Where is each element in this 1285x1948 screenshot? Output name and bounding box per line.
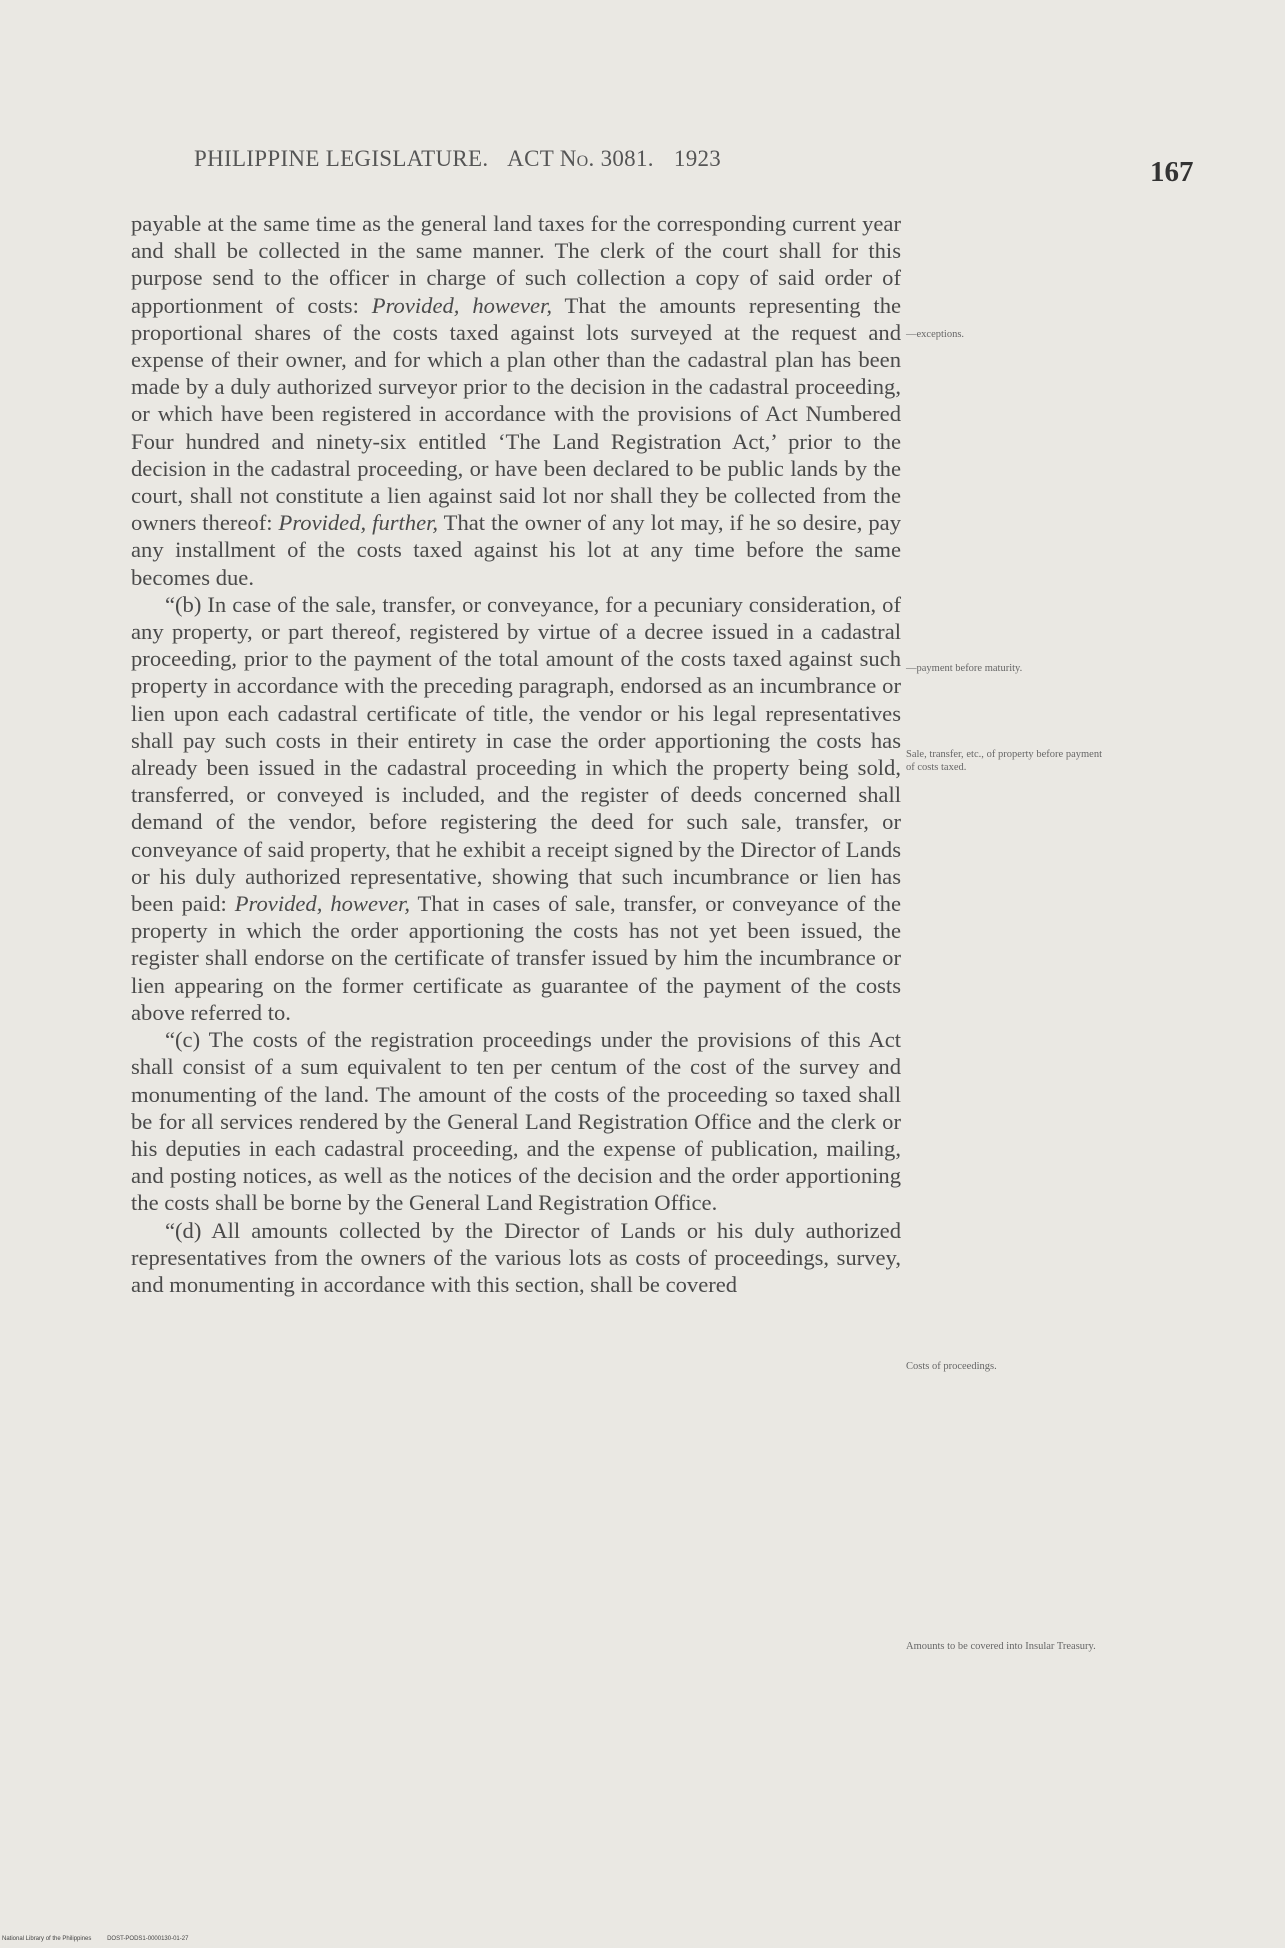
margin-note-amounts-covered: Amounts to be covered into Insular Treasury.	[906, 1641, 1096, 1652]
text-run: That the amounts representing the proportional shares of the costs taxed against lots surveyed at the request and expense of their owner, and for which a plan other than the cadastral plan has been made by a duly authorized surveyor prior to the decision in the cadastral proceeding, or which have been registered in accordance with the provisions of Act Numbered Four hundred and ninety-six entitled ‘The Land Registration Act,’ prior to the decision in the cadastral proceeding, or have been declared to be public lands by the court, shall not constitute a lien against said lot nor shall they be collected from the owners thereof:	[131, 292, 902, 536]
clause-label: “(b)	[165, 591, 202, 617]
margin-note-sale-transfer: Sale, transfer, etc., of property before payment of costs taxed.	[906, 749, 1102, 773]
margin-note-exceptions: —exceptions.	[906, 329, 965, 340]
page-number: 167	[1150, 156, 1194, 188]
running-head	[194, 146, 735, 172]
body-text	[131, 210, 901, 1298]
text-run: payable at the same time as the general land taxes for the corresponding current year and shall be collected in the same manner. The clerk of the court shall for this purpose send to the officer in charge of such collection a copy of said order of apportionment of costs:	[131, 211, 901, 318]
paragraph-a-continued	[131, 210, 901, 591]
margin-note-payment-before-maturity: —payment before maturity.	[906, 663, 1023, 674]
clause-label: “(c)	[165, 1027, 201, 1053]
text-run: That in cases of sale, transfer, or conveyance of the property in which the order apportioning the costs has not yet been issued, the register shall endorse on the certificate of transfer issued by him the incumbrance or lien appearing on the former certificate as guarantee of the payment of the costs above referred to.	[131, 891, 901, 1025]
proviso-italic: Provided, further,	[278, 510, 439, 536]
running-head-year: 1923	[673, 146, 722, 171]
footer-library: National Library of the Philippines	[2, 1936, 92, 1942]
text-run: The costs of the registration proceedings under the provisions of this Act shall consist of a sum equivalent to ten per centum of the cost of the survey and monumenting of the land. The amount of the costs of the proceeding so taxed shall be for all services rendered by the General Land Registration Office and the clerk or his deputies in each cadastral proceeding, and the expense of publication, mailing, and posting notices, as well as the notices of the decision and the order apportioning the costs shall be borne by the General Land Registration Office.	[131, 1027, 901, 1216]
running-head-legislature: PHILIPPINE LEGISLATURE.	[194, 146, 489, 171]
scan-footer	[2, 1936, 202, 1942]
paragraph-b	[131, 591, 901, 1026]
margin-note-costs-of-proceedings: Costs of proceedings.	[906, 1361, 997, 1372]
proviso-italic: Provided, however,	[234, 891, 411, 917]
paragraph-d	[131, 1217, 901, 1299]
paragraph-c	[131, 1026, 901, 1216]
clause-label: “(d)	[165, 1217, 202, 1243]
text-run: In case of the sale, transfer, or conveyance, for a pecuniary consideration, of any property, or part thereof, registered by virtue of a decree issued in a cadastral proceeding, prior to the payment of the total amount of the costs taxed against such property in accordance with the preceding paragraph, endorsed as an incumbrance or lien upon each cadastral certificate of title, the vendor or his legal representatives shall pay such costs in their entirety in case the order apportioning the costs has already been issued in the cadastral proceeding in which the property being sold, transferred, or conveyed is included, and the register of deeds concerned shall demand of the vendor, before registering the deed for such sale, transfer, or conveyance of said property, that he exhibit a receipt signed by the Director of Lands or his duly authorized representative, showing that such incumbrance or lien has been paid:	[131, 591, 901, 917]
footer-code: DOST-PODS1-0000130-01-27	[107, 1936, 189, 1942]
running-head-act: ACT No. 3081.	[507, 146, 654, 171]
text-run: That the owner of any lot may, if he so desire, pay any installment of the costs taxed against his lot at any time before the same becomes due.	[131, 510, 902, 590]
proviso-italic: Provided, however,	[371, 292, 553, 318]
text-run: All amounts collected by the Director of Lands or his duly authorized representatives from the owners of the various lots as costs of proceedings, survey, and monumenting in accordance with this section, shall be covered	[131, 1217, 901, 1297]
